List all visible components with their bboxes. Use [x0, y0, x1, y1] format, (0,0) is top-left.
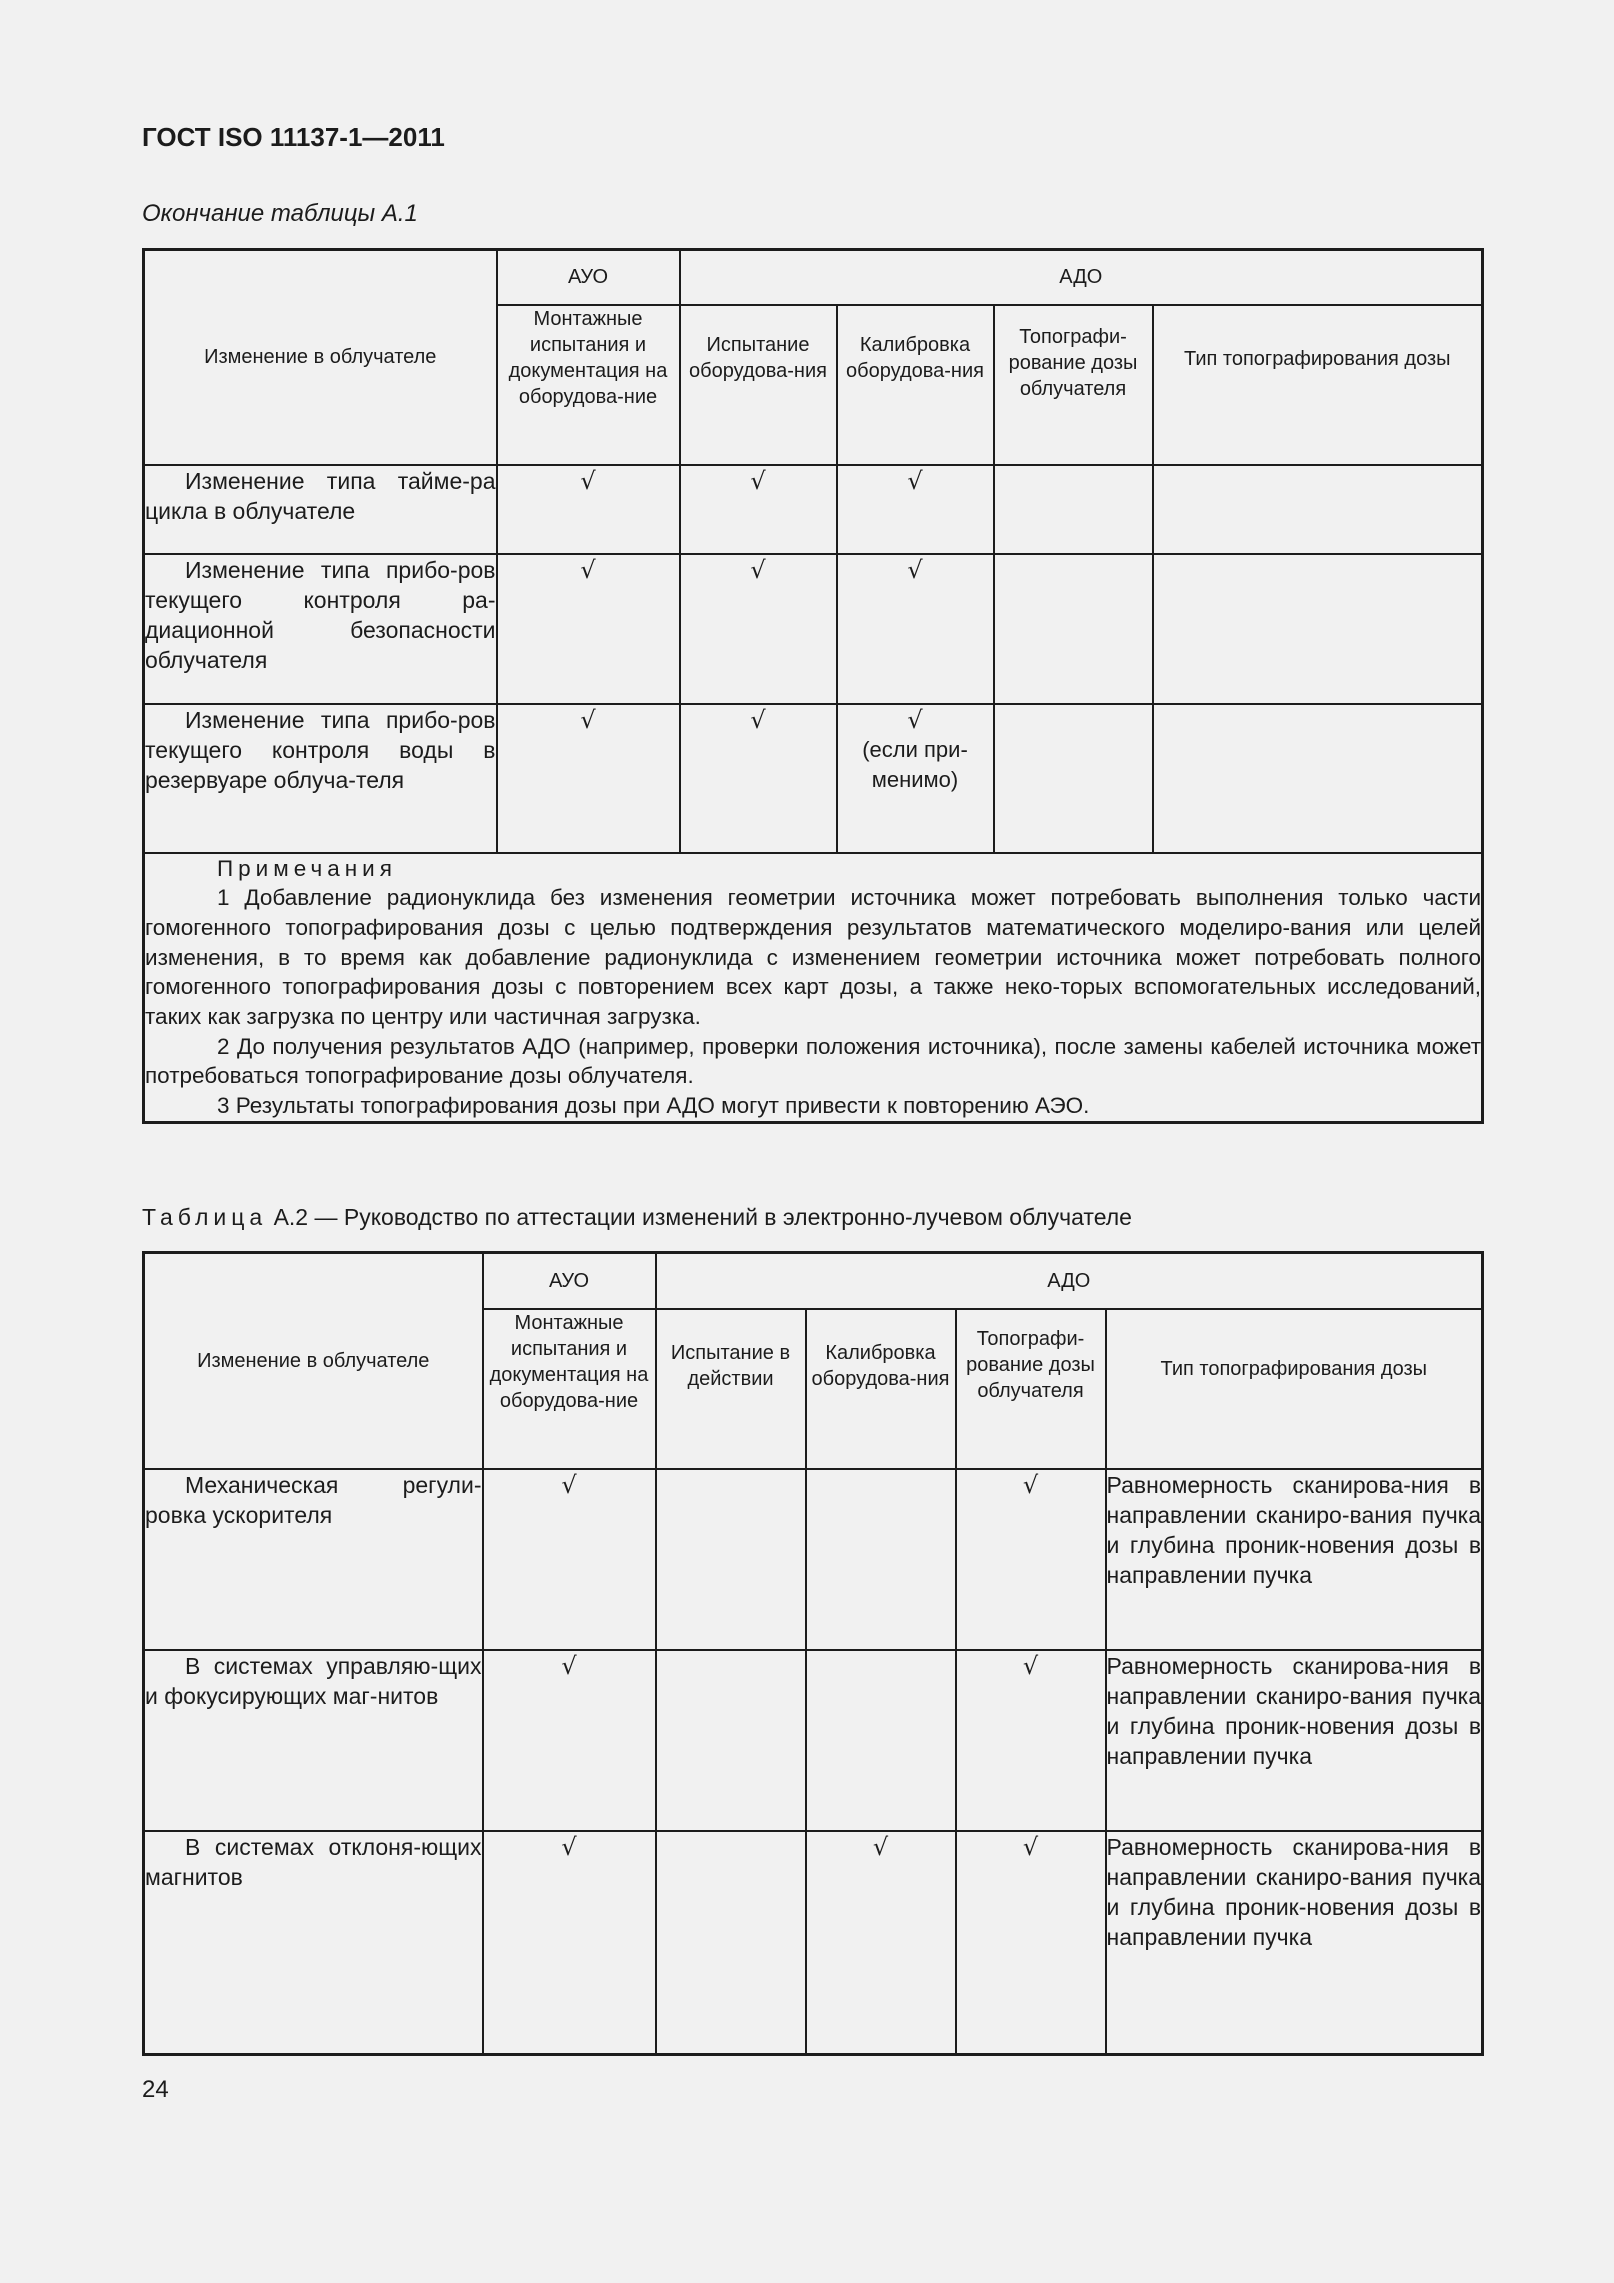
scan-type-text: Равномерность сканирова-ния в направлении сканиро-вания пучка и глубина проник-новения дозы в направлении пучка	[1106, 1469, 1483, 1650]
header-ado-sub: Калибровка оборудова-ния	[806, 1309, 956, 1469]
row-name: В системах отклоня-ющих магнитов	[144, 1831, 483, 2055]
check-mark	[994, 465, 1153, 554]
row-name: Механическая регули-ровка ускорителя	[144, 1469, 483, 1650]
header-group-ado: АДО	[680, 250, 1483, 305]
page-number: 24	[142, 2076, 169, 2103]
table2-caption-text: А.2 — Руководство по аттестации изменений в электронно-лучевом облучателе	[273, 1204, 1132, 1230]
check-mark: √	[497, 554, 680, 704]
check-mark	[1153, 554, 1483, 704]
note-item: 3 Результаты топографирования дозы при АДО могут привести к повторению АЭО.	[217, 1093, 1090, 1119]
header-group-auo: АУО	[497, 250, 680, 305]
check-mark: √	[483, 1831, 656, 2055]
note-item: 1 Добавление радионуклида без изменения геометрии источника может потребовать выполнения только части гомогенного топографирования дозы с целью подтверждения результатов математического моделиро-вания или целей изменения, в то время как добавление радионуклида с изменением геометрии источника может потребовать полного гомогенного топографирования дозы с повторением всех карт дозы, а также неко-торых вспомогательных исследований, таких как загрузка по центру или частичная загрузка.	[145, 885, 1482, 1030]
check-mark: √	[956, 1469, 1106, 1650]
table-row	[144, 1831, 1483, 2055]
table2-caption	[142, 1204, 1132, 1231]
table1	[142, 248, 1484, 1124]
scan-type-text: Равномерность сканирова-ния в направлении сканиро-вания пучка и глубина проник-новения дозы в направлении пучка	[1106, 1650, 1483, 1831]
notes-block	[144, 853, 1483, 1123]
header-ado-sub: Калибровка оборудова-ния	[837, 305, 994, 465]
check-mark	[994, 704, 1153, 853]
check-mark-cell	[837, 704, 994, 853]
table-row	[144, 704, 1483, 853]
check-mark: √	[497, 465, 680, 554]
table-row	[144, 1469, 1483, 1650]
table-row	[144, 1650, 1483, 1831]
check-mark	[656, 1469, 806, 1650]
header-group-auo: АУО	[483, 1253, 656, 1309]
header-auo-sub: Монтажные испытания и документация на оборудова-ние	[483, 1309, 656, 1469]
check-mark: √	[483, 1650, 656, 1831]
check-mark	[806, 1469, 956, 1650]
row-name: Изменение типа прибо-ров текущего контроля ра-диационной безопасности облучателя	[144, 554, 497, 704]
document-code: ГОСТ ISO 11137-1—2011	[142, 122, 445, 152]
table2-caption-label: Таблица	[142, 1204, 268, 1230]
header-ado-sub: Топографи-рование дозы облучателя	[994, 305, 1153, 465]
check-mark: √	[483, 1469, 656, 1650]
row-name: Изменение типа тайме-ра цикла в облучателе	[144, 465, 497, 554]
check-mark: √	[907, 705, 923, 734]
row-name: Изменение типа прибо-ров текущего контроля воды в резервуаре облуча-теля	[144, 704, 497, 853]
header-ado-sub: Испытание оборудова-ния	[680, 305, 837, 465]
table1-caption: Окончание таблицы А.1	[142, 200, 418, 227]
scan-type-text: Равномерность сканирова-ния в направлении сканиро-вания пучка и глубина проник-новения дозы в направлении пучка	[1106, 1831, 1483, 2055]
header-ado-sub: Испытание в действии	[656, 1309, 806, 1469]
check-mark: √	[837, 465, 994, 554]
mark-note: (если при-менимо)	[862, 736, 968, 792]
check-mark: √	[680, 465, 837, 554]
header-ado-sub: Тип топографирования дозы	[1153, 305, 1483, 465]
table2	[142, 1251, 1484, 2056]
check-mark	[806, 1650, 956, 1831]
table-row	[144, 554, 1483, 704]
header-change-col: Изменение в облучателе	[144, 1253, 483, 1469]
check-mark: √	[837, 554, 994, 704]
row-name: В системах управляю-щих и фокусирующих маг-нитов	[144, 1650, 483, 1831]
note-item: 2 До получения результатов АДО (например, проверки положения источника), после замены кабелей источника может потребоваться топографирование дозы облучателя.	[145, 1033, 1482, 1089]
check-mark: √	[956, 1831, 1106, 2055]
check-mark	[994, 554, 1153, 704]
header-change-col: Изменение в облучателе	[144, 250, 497, 465]
check-mark: √	[497, 704, 680, 853]
notes-title: Примечания	[217, 855, 397, 881]
check-mark: √	[680, 704, 837, 853]
check-mark: √	[806, 1831, 956, 2055]
header-auo-sub: Монтажные испытания и документация на оборудова-ние	[497, 305, 680, 465]
check-mark	[1153, 465, 1483, 554]
check-mark	[656, 1650, 806, 1831]
check-mark: √	[956, 1650, 1106, 1831]
check-mark: √	[680, 554, 837, 704]
header-ado-sub: Топографи-рование дозы облучателя	[956, 1309, 1106, 1469]
header-ado-sub: Тип топографирования дозы	[1106, 1309, 1483, 1469]
check-mark	[1153, 704, 1483, 853]
check-mark	[656, 1831, 806, 2055]
header-group-ado: АДО	[656, 1253, 1483, 1309]
table-row	[144, 465, 1483, 554]
